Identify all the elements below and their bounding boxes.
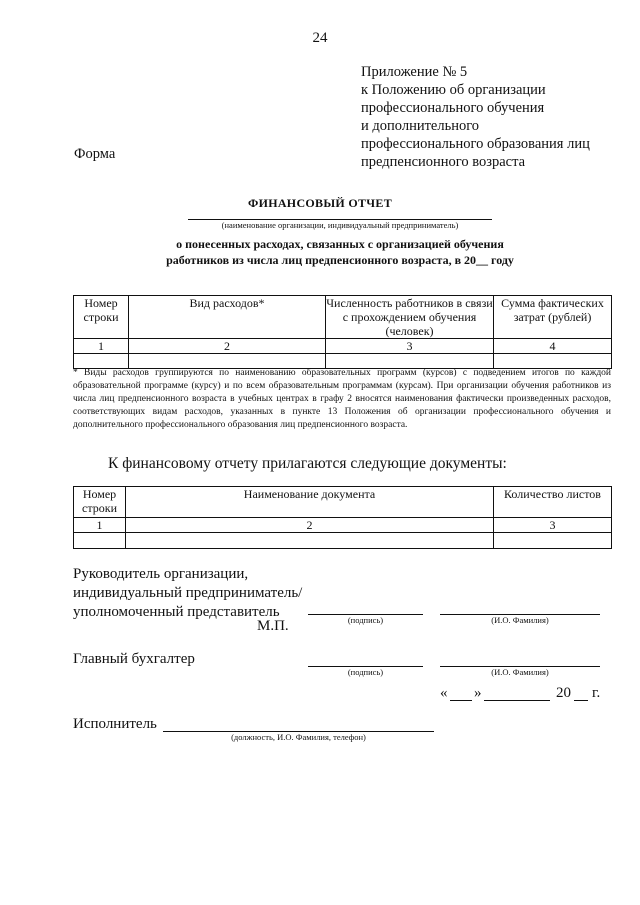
attachments-title: К финансовому отчету прилагаются следующие документы:: [108, 455, 507, 472]
name-caption: (И.О. Фамилия): [491, 615, 549, 625]
table-header-row: [74, 487, 612, 518]
table-number-row: [74, 339, 612, 354]
executor-label: Исполнитель: [73, 716, 157, 732]
form-label: Форма: [74, 146, 116, 162]
header-employee-count: Численность работников в связи с прохождением обучения (человек): [326, 296, 493, 338]
expenses-table: [73, 295, 612, 369]
appendix-line: профессионального образования лиц: [361, 136, 590, 152]
date-year-line[interactable]: [574, 700, 588, 701]
footnote: * Виды расходов группируются по наименованию образовательных программ (курсов) с подведением итогов по каждой образовательной программе (курсу) и по всем образовательным программам (курсам). При организации обучения работников из числа лиц предпенсионного возраста в учебных центрах в графу 2 вносятся наименования фактически произведенных расходов, соответствующих видам расходов, указанных в пункте 13 Положения об организации профессионального обучения и дополнительного профессионального образования лиц предпенсионного возраста.: [73, 368, 611, 430]
name-caption: (И.О. Фамилия): [491, 667, 549, 677]
table-cell[interactable]: [494, 533, 612, 549]
header-actual-costs: Сумма фактических затрат (рублей): [494, 296, 612, 339]
table-cell[interactable]: [74, 533, 126, 549]
date-year-prefix: 20: [556, 685, 571, 701]
column-number: 2: [129, 339, 326, 354]
column-number: 1: [74, 339, 129, 354]
date-month-line[interactable]: [484, 700, 550, 701]
table-number-row: [74, 518, 612, 533]
appendix-line: к Положению об организации: [361, 82, 546, 98]
stamp-label: М.П.: [257, 618, 289, 634]
header-row-number: Номер строки: [74, 296, 129, 339]
accountant-label: Главный бухгалтер: [73, 651, 195, 667]
header-sheet-count: Количество листов: [494, 487, 612, 518]
executor-caption: (должность, И.О. Фамилия, телефон): [231, 732, 366, 742]
date-close-quote: »: [474, 685, 482, 701]
appendix-line: Приложение № 5: [361, 64, 468, 80]
header-row-number: Номер строки: [74, 487, 126, 518]
subtitle-line-2: работников из числа лиц предпенсионного возраста, в 20__ году: [166, 253, 514, 267]
column-number: 4: [494, 339, 612, 354]
column-number: 2: [126, 518, 494, 533]
date-open-quote: «: [440, 685, 448, 701]
date-year-suffix: г.: [592, 685, 601, 701]
table-cell[interactable]: [126, 533, 494, 549]
appendix-block: [361, 63, 590, 171]
head-label-line: Руководитель организации,: [73, 566, 249, 582]
signature-caption: (подпись): [347, 667, 384, 677]
column-number: 3: [326, 339, 494, 354]
date-day-line[interactable]: [450, 700, 472, 701]
table-row: [74, 533, 612, 549]
subtitle-line-1: о понесенных расходах, связанных с организацией обучения: [176, 237, 504, 251]
document-title: ФИНАНСОВЫЙ ОТЧЕТ: [247, 196, 393, 210]
header-expense-type: Вид расходов*: [129, 296, 326, 339]
head-label-line: уполномоченный представитель: [73, 604, 280, 620]
documents-table: [73, 486, 612, 549]
head-signatory-label: [73, 565, 302, 622]
report-subtitle: [0, 236, 640, 268]
table-header-row: [74, 296, 612, 339]
page-number: 24: [312, 30, 328, 46]
appendix-line: и дополнительного: [361, 118, 480, 134]
head-label-line: индивидуальный предприниматель/: [73, 585, 303, 601]
header-document-name: Наименование документа: [126, 487, 494, 518]
appendix-line: профессионального обучения: [361, 100, 545, 116]
signature-caption: (подпись): [347, 615, 384, 625]
organization-caption: (наименование организации, индивидуальный предприниматель): [221, 220, 459, 230]
appendix-line: предпенсионного возраста: [361, 154, 526, 170]
column-number: 1: [74, 518, 126, 533]
column-number: 3: [494, 518, 612, 533]
